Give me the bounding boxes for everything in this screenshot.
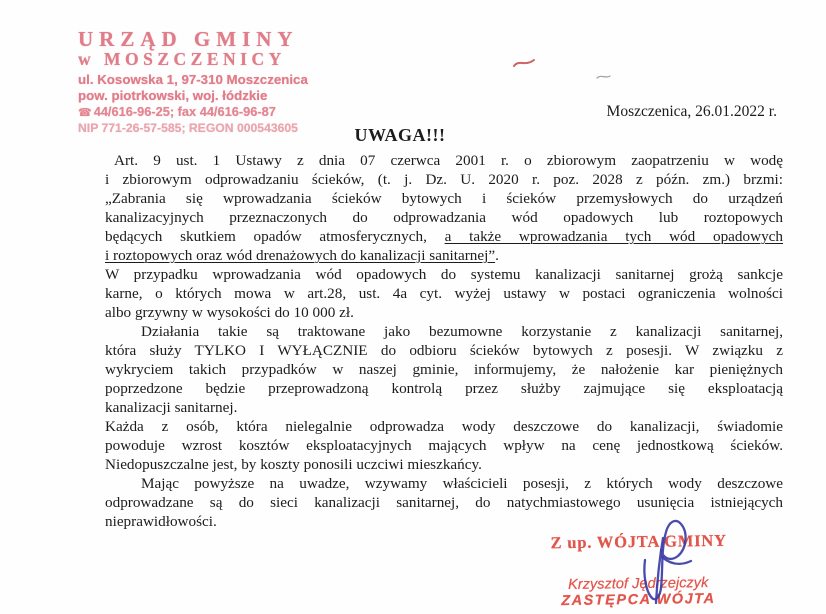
- gray-pen-mark: [597, 76, 610, 78]
- underlined-text-segment: a także wprowadzania tych wód opadowych: [444, 228, 783, 245]
- text-segment: Każda z osób, która nielegalnie odprowadza wody deszczowe do kanalizacji, świadomie: [105, 418, 783, 435]
- office-stamp: [78, 28, 344, 135]
- text-segment: Art. 9 ust. 1 Ustawy z dnia 07 czerwca 2001 r. o zbiorowym zaopatrzeniu w wodę: [114, 152, 783, 169]
- text-segment: Niedopuszczalne jest, by koszty ponosili uczciwi mieszkańcy.: [105, 456, 482, 473]
- body-line: [105, 151, 783, 170]
- text-segment: kanalizacyjnych przeznaczonych do odprowadzania wód opadowych lub roztopowych: [105, 209, 783, 226]
- body-line: [105, 265, 783, 284]
- signature-authorization: Z up. WÓJTA GMINY: [550, 530, 727, 553]
- phone-icon: ☎: [78, 106, 92, 119]
- stamp-contact-line: [78, 104, 344, 121]
- stamp-address-line1: ul. Kosowska 1, 97-310 Moszczenica: [78, 72, 308, 87]
- text-segment: .: [495, 247, 499, 264]
- body-line: [105, 303, 783, 322]
- text-segment: „Zabrania się wprowadzania ścieków bytowych i ścieków przemysłowych do urządzeń: [105, 190, 783, 207]
- body-line: [105, 398, 783, 417]
- body-line: [105, 417, 783, 436]
- body-line: [105, 455, 783, 474]
- stamp-phone-fax: 44/616-96-25; fax 44/616-96-87: [93, 103, 276, 119]
- text-segment: powoduje wzrost kosztów eksploatacyjnych mających wpływ na cenę jednostkową ścieków.: [105, 437, 783, 454]
- place-and-date: Moszczenica, 26.01.2022 r.: [606, 103, 777, 120]
- text-segment: i zbiorowym odprowadzaniu ścieków, (t. j. Dz. U. 2020 r. poz. 2028 z późn. zm.) brzmi:: [105, 171, 783, 188]
- underlined-text-segment: i roztopowych oraz wód drenażowych do kanalizacji sanitarnej”: [105, 247, 496, 264]
- text-segment: która służy TYLKO I WYŁĄCZNIE do odbioru ścieków bytowych z posesji. W związku z: [105, 342, 783, 359]
- body-line: [105, 227, 783, 246]
- signatory-title: ZASTĘPCA WÓJTA: [561, 590, 716, 610]
- body-line: [105, 170, 783, 189]
- body-line: [105, 493, 783, 512]
- text-segment: karne, o których mowa w art.28, ust. 4a cyt. wyżej ustawy w postaci ograniczenia wolności: [105, 285, 783, 302]
- signatory-name: Krzysztof Jędrzejczyk: [567, 575, 709, 593]
- notice-title: UWAGA!!!: [354, 125, 446, 145]
- text-segment: będących skutkiem opadów atmosferycznych,: [105, 228, 445, 245]
- body-line: [105, 512, 783, 531]
- text-segment: Mając powyższe na uwadze, wzywamy właścicieli posesji, z których wody deszczowe: [141, 475, 783, 492]
- stamp-address-line2: pow. piotrkowski, woj. łódzkie: [78, 88, 268, 103]
- stamp-office-name-line2: w MOSZCZENICY: [78, 49, 286, 69]
- text-segment: Działania takie są traktowane jako bezumowne korzystanie z kanalizacji sanitarnej,: [141, 323, 783, 340]
- body-line: [105, 246, 783, 265]
- red-pen-mark: [514, 60, 534, 66]
- text-segment: W przypadku wprowadzania wód opadowych do systemu kanalizacji sanitarnej grożą sankcje: [105, 266, 783, 283]
- body-line: [105, 341, 783, 360]
- text-segment: albo grzywny w wysokości do 10 000 zł.: [105, 304, 354, 321]
- body-line: [105, 284, 783, 303]
- stamp-nip-regon: NIP 771-26-57-585; REGON 000543605: [78, 120, 298, 135]
- stamp-office-name-line1: URZĄD GMINY: [78, 27, 299, 51]
- text-segment: kanalizacji sanitarnej.: [105, 399, 238, 416]
- text-segment: wykryciem takich przypadków w naszej gminie, informujemy, że nałożenie kar pieniężnych: [105, 361, 783, 378]
- text-segment: odprowadzane są do sieci kanalizacji sanitarnej, do natychmiastowego usunięcia istniejących: [105, 494, 783, 511]
- body-line: [105, 436, 783, 455]
- text-segment: nieprawidłowości.: [105, 513, 217, 530]
- body-line: [105, 360, 783, 379]
- text-segment: poprzedzone będzie przeprowadzoną kontrolą przez służby zajmujące się eksploatacją: [105, 380, 783, 397]
- signature-stamp: [550, 531, 725, 609]
- body-line: [105, 474, 783, 493]
- body-line: [105, 322, 783, 341]
- body-line: [105, 189, 783, 208]
- letter-body: [105, 151, 783, 531]
- body-line: [105, 379, 783, 398]
- body-line: [105, 208, 783, 227]
